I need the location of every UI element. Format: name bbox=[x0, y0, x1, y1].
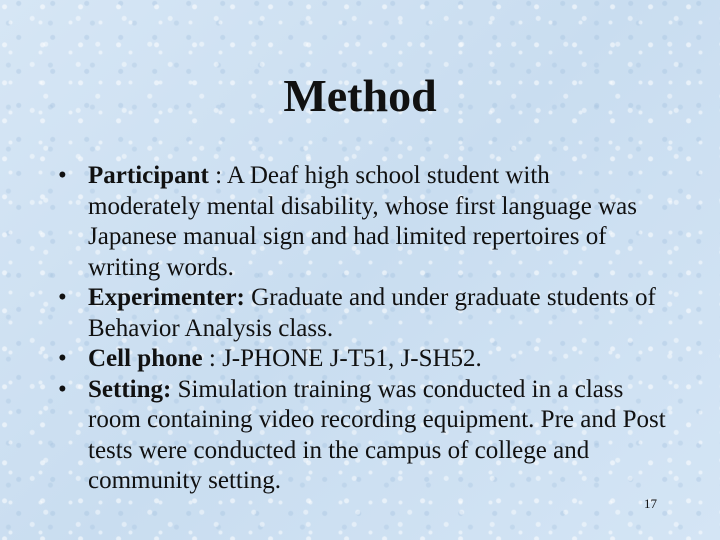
bullet-list bbox=[58, 161, 668, 497]
bullet-term: Participant bbox=[88, 162, 209, 189]
slide-title: Method bbox=[283, 70, 437, 121]
bullet-term: Cell phone bbox=[88, 345, 203, 372]
bullet-term: Experimenter: bbox=[88, 284, 245, 311]
bullet-text: Graduate and under graduate students of Behavior Analysis class. bbox=[88, 284, 656, 342]
bullet-participant bbox=[58, 161, 668, 283]
bullet-term: Setting: bbox=[88, 375, 172, 403]
bullet-text: Simulation training was conducted in a class room containing video recording equipment. Pre and Post tests were conducted in the campus of college and community setting. bbox=[88, 375, 666, 494]
page-number: 17 bbox=[644, 496, 657, 511]
bullet-text: A Deaf high school student with moderately mental disability, whose first language was Japanese manual sign and had limited repertoires of writing words. bbox=[88, 162, 637, 281]
bullet-icon: • bbox=[58, 284, 67, 311]
bullet-separator: : bbox=[202, 345, 223, 372]
bullet-icon: • bbox=[58, 375, 67, 403]
bullet-icon: • bbox=[58, 162, 67, 189]
bullet-text: J-PHONE J-T51, J-SH52. bbox=[222, 345, 482, 372]
bullet-separator: : bbox=[208, 162, 227, 189]
bullet-setting bbox=[58, 375, 668, 497]
bullet-cell-phone bbox=[58, 344, 668, 375]
bullet-icon: • bbox=[58, 345, 67, 372]
bullet-experimenter bbox=[58, 283, 668, 344]
